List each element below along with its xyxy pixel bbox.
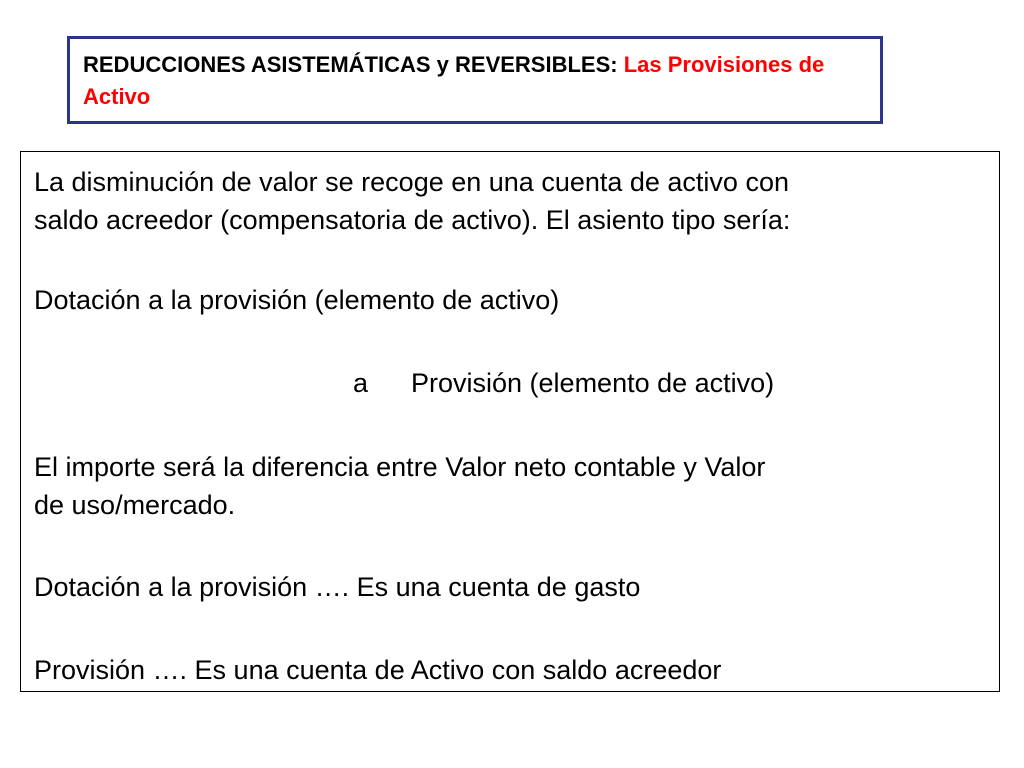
slide-title-highlight: Las Provisiones de Activo: [83, 52, 825, 109]
note-asset-account: Provisión …. Es una cuenta de Activo con saldo acreedor: [34, 655, 722, 685]
paragraph-1-line-2: saldo acreedor (compensatoria de activo). El asiento tipo sería:: [34, 205, 791, 235]
journal-entry-debit: Dotación a la provisión (elemento de activo): [34, 285, 560, 315]
slide-title-main: REDUCCIONES ASISTEMÁTICAS y REVERSIBLES:: [83, 52, 618, 77]
slide-title: [83, 49, 863, 113]
journal-entry-credit: Provisión (elemento de activo): [411, 368, 775, 398]
slide-body-box: [20, 151, 1000, 692]
paragraph-2-line-2: de uso/mercado.: [34, 490, 236, 520]
paragraph-2-line-1: El importe será la diferencia entre Valor neto contable y Valor: [34, 452, 766, 482]
paragraph-1-line-1: La disminución de valor se recoge en una cuenta de activo con: [34, 167, 789, 197]
slide-title-box: [67, 36, 883, 124]
note-expense-account: Dotación a la provisión …. Es una cuenta de gasto: [34, 572, 641, 602]
journal-entry-connector: a: [353, 368, 369, 398]
